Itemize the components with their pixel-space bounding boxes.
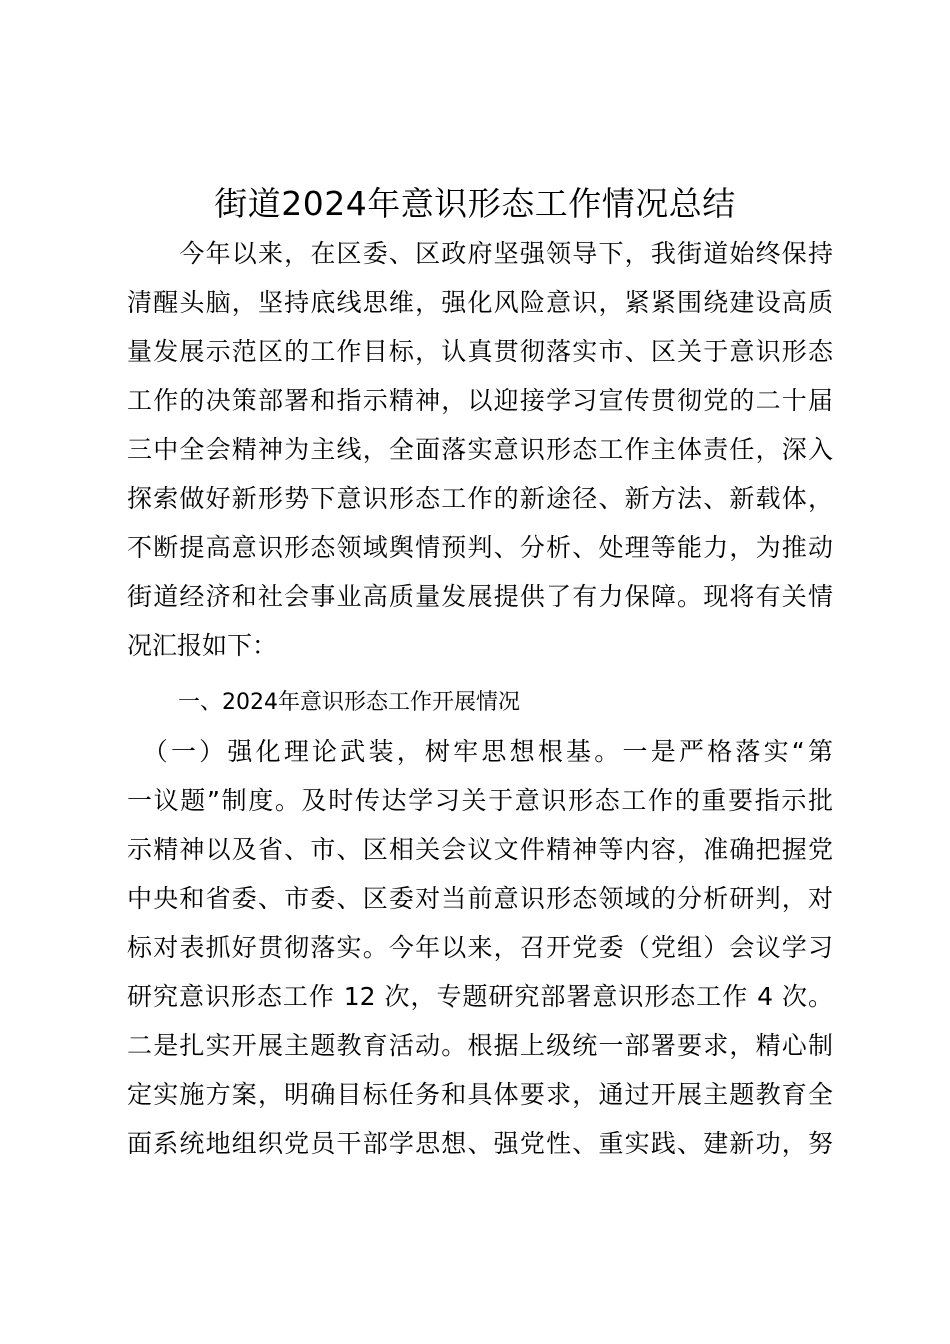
paragraph-1-line: 今年以来，在区委、区政府坚强领导下，我街道始终保持 [127,239,833,268]
paragraph-2-line: （一）强化理论武装，树牢思想根基。一是严格落实“第 [127,737,833,766]
paragraph-2-line: 二是扎实开展主题教育活动。根据上级统一部署要求，精心制 [127,1031,833,1060]
paragraph-1-line: 不断提高意识形态领域舆情预判、分析、处理等能力，为推动 [127,533,833,562]
paragraph-2-line: 面系统地组织党员干部学思想、强党性、重实践、建新功，努 [127,1129,833,1158]
document-title: 街道2024年意识形态工作情况总结 [214,184,736,223]
paragraph-2-line: 研究意识形态工作 12 次，专题研究部署意识形态工作 4 次。 [127,982,833,1011]
paragraph-2-line: 标对表抓好贯彻落实。今年以来，召开党委（党组）会议学习 [127,933,833,962]
paragraph-2-line: 定实施方案，明确目标任务和具体要求，通过开展主题教育全 [127,1080,833,1109]
section-heading: 一、2024年意识形态工作开展情况 [178,690,520,715]
paragraph-1-line: 况汇报如下： [127,631,278,660]
paragraph-1-line: 三中全会精神为主线，全面落实意识形态工作主体责任，深入 [127,435,833,464]
paragraph-2-line: 一议题”制度。及时传达学习关于意识形态工作的重要指示批 [127,786,833,815]
paragraph-1-line: 量发展示范区的工作目标，认真贯彻落实市、区关于意识形态 [127,337,833,366]
paragraph-1-line: 清醒头脑，坚持底线思维，强化风险意识，紧紧围绕建设高质 [127,288,833,317]
paragraph-1-line: 探索做好新形势下意识形态工作的新途径、新方法、新载体， [127,484,833,513]
paragraph-1-line: 工作的决策部署和指示精神，以迎接学习宣传贯彻党的二十届 [127,386,833,415]
paragraph-1-line: 街道经济和社会事业高质量发展提供了有力保障。现将有关情 [127,582,833,611]
paragraph-2-line: 示精神以及省、市、区相关会议文件精神等内容，准确把握党 [127,835,833,864]
paragraph-2-line: 中央和省委、市委、区委对当前意识形态领域的分析研判，对 [127,884,833,913]
